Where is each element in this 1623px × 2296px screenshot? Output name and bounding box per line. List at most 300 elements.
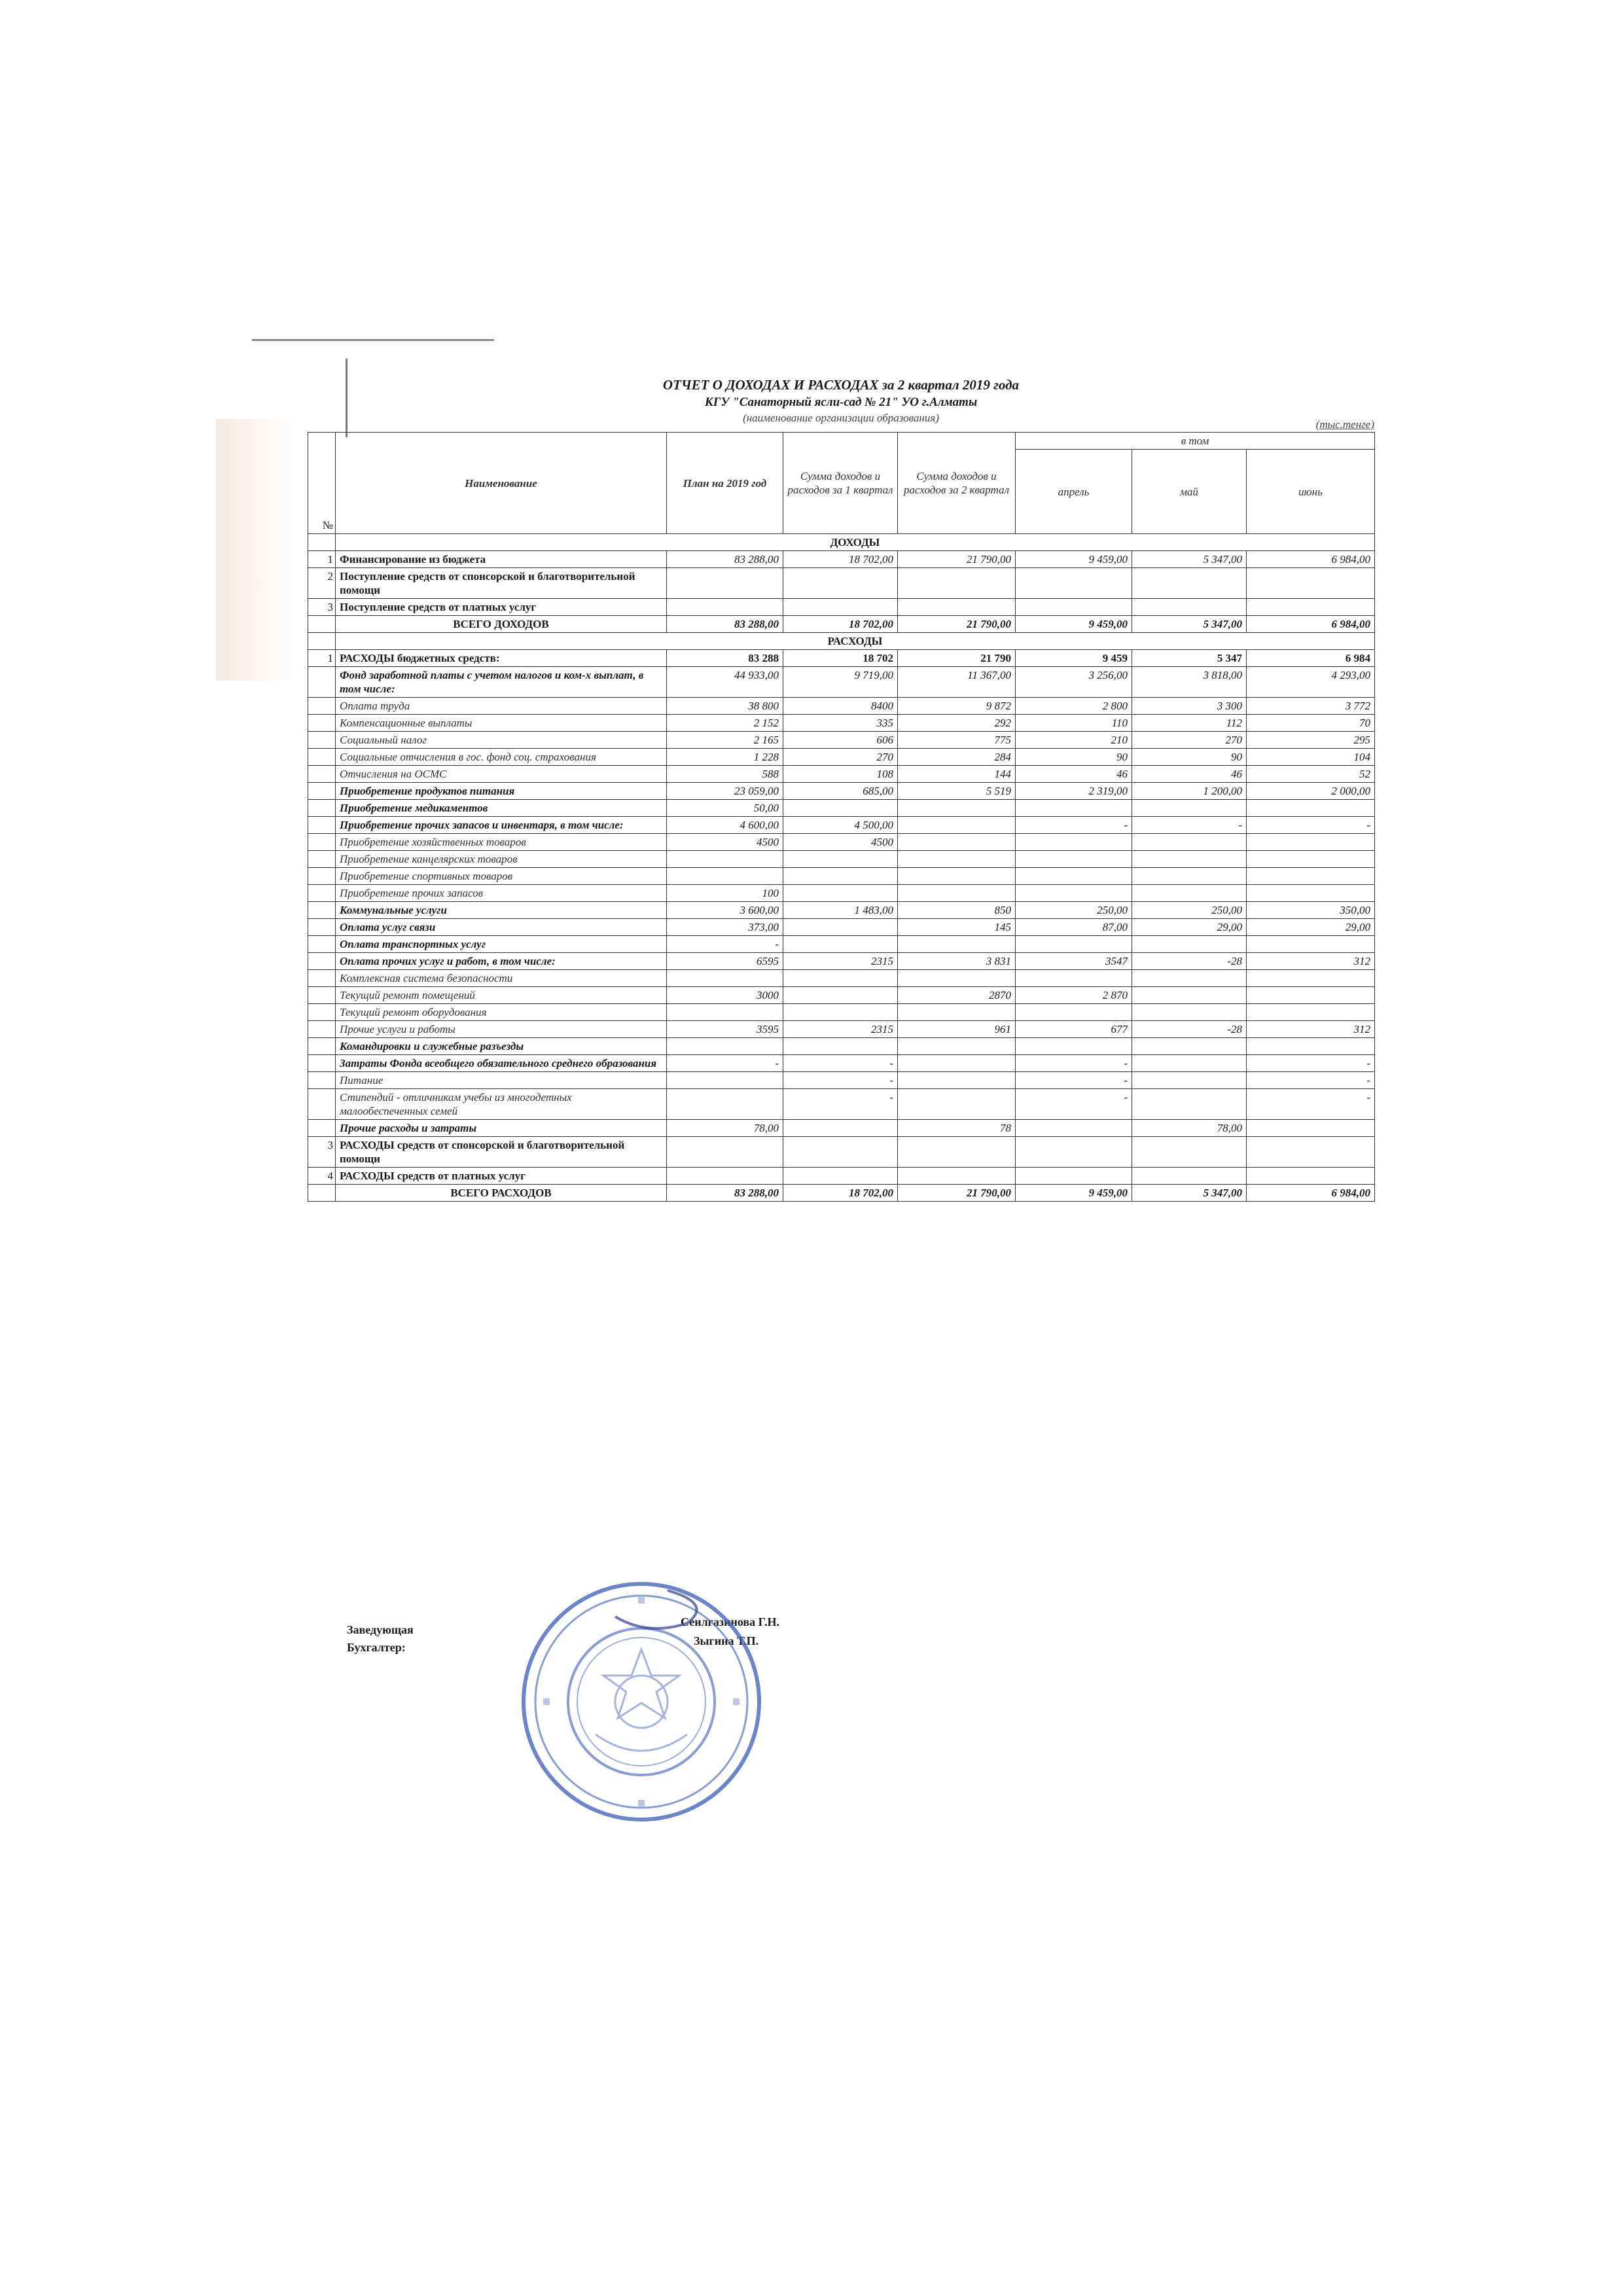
cell-q1: -: [783, 1055, 898, 1072]
cell-may: 250,00: [1132, 902, 1247, 919]
table-row: [308, 783, 1375, 800]
cell-q1: [783, 800, 898, 817]
cell-apr: [1016, 1120, 1132, 1137]
row-name: Приобретение канцелярских товаров: [336, 851, 667, 868]
cell-may: 46: [1132, 766, 1247, 783]
cell-q2: [898, 817, 1016, 834]
cell-q2: [898, 834, 1016, 851]
cell-jun: 295: [1247, 732, 1375, 749]
table-row: [308, 817, 1375, 834]
row-index: [308, 919, 336, 936]
table-row: [308, 902, 1375, 919]
cell-apr: 90: [1016, 749, 1132, 766]
cell-plan: [667, 568, 783, 599]
cell-may: 90: [1132, 749, 1247, 766]
cell-jun: 6 984,00: [1247, 551, 1375, 568]
signature-head-label: Заведующая: [347, 1623, 414, 1636]
cell-q1: -: [783, 1072, 898, 1089]
row-name: Оплата транспортных услуг: [336, 936, 667, 953]
expense-total-label: ВСЕГО РАСХОДОВ: [336, 1185, 667, 1202]
cell-q1: 8400: [783, 698, 898, 715]
cell-plan: 83 288,00: [667, 551, 783, 568]
cell-q1: -: [783, 1089, 898, 1120]
cell-q2: 5 519: [898, 783, 1016, 800]
cell-plan: -: [667, 936, 783, 953]
row-name: Приобретение спортивных товаров: [336, 868, 667, 885]
cell-apr: [1016, 1168, 1132, 1185]
row-index: [308, 1021, 336, 1038]
report-org-note: (наименование организации образования): [743, 412, 939, 424]
cell-may: [1132, 936, 1247, 953]
row-index: 4: [308, 1168, 336, 1185]
row-index: [308, 749, 336, 766]
cell-apr: -: [1016, 1055, 1132, 1072]
cell-jun: [1247, 851, 1375, 868]
cell-q2: 9 872: [898, 698, 1016, 715]
table-row: [308, 732, 1375, 749]
cell-jun: [1247, 987, 1375, 1004]
cell-q1: [783, 936, 898, 953]
cell-q2: 292: [898, 715, 1016, 732]
cell-q1: 2315: [783, 1021, 898, 1038]
cell-q1: 2315: [783, 953, 898, 970]
section-expense-row: [308, 633, 1375, 650]
cell-plan: [667, 1004, 783, 1021]
row-index: [308, 1072, 336, 1089]
expense-total-jun: 6 984,00: [1247, 1185, 1375, 1202]
table-row: [308, 919, 1375, 936]
cell-apr: 210: [1016, 732, 1132, 749]
row-name: Затраты Фонда всеобщего обязательного среднего образования: [336, 1055, 667, 1072]
cell-apr: [1016, 936, 1132, 953]
table-row: [308, 667, 1375, 698]
cell-q2: [898, 851, 1016, 868]
header-including: в том: [1016, 433, 1375, 450]
cell-jun: 2 000,00: [1247, 783, 1375, 800]
row-index: [308, 1185, 336, 1202]
row-name: Поступление средств от спонсорской и благотворительной помощи: [336, 568, 667, 599]
table-row: [308, 568, 1375, 599]
cell-apr: [1016, 868, 1132, 885]
header-june: июнь: [1247, 450, 1375, 534]
row-name: Приобретение продуктов питания: [336, 783, 667, 800]
cell-jun: [1247, 599, 1375, 616]
row-index: [308, 1089, 336, 1120]
income-total-label: ВСЕГО ДОХОДОВ: [336, 616, 667, 633]
table-row: [308, 715, 1375, 732]
report-body: [308, 534, 1375, 1202]
row-index: [308, 902, 336, 919]
cell-apr: 2 870: [1016, 987, 1132, 1004]
cell-apr: 87,00: [1016, 919, 1132, 936]
header-april: апрель: [1016, 450, 1132, 534]
row-name: Поступление средств от платных услуг: [336, 599, 667, 616]
cell-may: [1132, 1055, 1247, 1072]
cell-apr: [1016, 970, 1132, 987]
cell-q1: 1 483,00: [783, 902, 898, 919]
table-row: [308, 868, 1375, 885]
cell-apr: 677: [1016, 1021, 1132, 1038]
cell-jun: [1247, 936, 1375, 953]
row-name: Текущий ремонт помещений: [336, 987, 667, 1004]
cell-q2: [898, 1168, 1016, 1185]
report-table: [308, 432, 1375, 1202]
cell-may: 5 347,00: [1132, 551, 1247, 568]
cell-apr: [1016, 834, 1132, 851]
row-name: Прочие расходы и затраты: [336, 1120, 667, 1137]
cell-q2: 21 790: [898, 650, 1016, 667]
income-total-q2: 21 790,00: [898, 616, 1016, 633]
row-index: [308, 766, 336, 783]
cell-plan: 4 600,00: [667, 817, 783, 834]
cell-apr: [1016, 800, 1132, 817]
cell-jun: [1247, 868, 1375, 885]
cell-plan: 3000: [667, 987, 783, 1004]
income-total-row: [308, 616, 1375, 633]
cell-jun: [1247, 1038, 1375, 1055]
cell-q2: [898, 1072, 1016, 1089]
cell-apr: [1016, 1137, 1132, 1168]
cell-q2: [898, 885, 1016, 902]
cell-may: [1132, 599, 1247, 616]
row-index: [308, 885, 336, 902]
cell-q1: 18 702,00: [783, 551, 898, 568]
header-name: Наименование: [336, 433, 667, 534]
cell-may: [1132, 987, 1247, 1004]
cell-apr: -: [1016, 1072, 1132, 1089]
cell-jun: 350,00: [1247, 902, 1375, 919]
cell-q2: 21 790,00: [898, 551, 1016, 568]
cell-jun: [1247, 885, 1375, 902]
cell-q2: 850: [898, 902, 1016, 919]
cell-may: 270: [1132, 732, 1247, 749]
header-row-1: [308, 433, 1375, 450]
income-total-plan: 83 288,00: [667, 616, 783, 633]
cell-may: -28: [1132, 953, 1247, 970]
cell-q1: [783, 851, 898, 868]
row-index: [308, 1120, 336, 1137]
cell-may: [1132, 568, 1247, 599]
cell-q2: [898, 1089, 1016, 1120]
cell-plan: [667, 868, 783, 885]
table-row: [308, 650, 1375, 667]
cell-may: [1132, 868, 1247, 885]
row-name: Комплексная система безопасности: [336, 970, 667, 987]
report-title: ОТЧЕТ О ДОХОДАХ И РАСХОДАХ за 2 квартал 2019 года: [662, 377, 1020, 393]
cell-q1: 4500: [783, 834, 898, 851]
row-index: 3: [308, 599, 336, 616]
cell-plan: [667, 1089, 783, 1120]
row-name: Социальные отчисления в гос. фонд соц. страхования: [336, 749, 667, 766]
header-q1: Сумма доходов и расходов за 1 квартал: [783, 433, 898, 534]
table-row: [308, 800, 1375, 817]
cell-q2: [898, 868, 1016, 885]
cell-plan: -: [667, 1055, 783, 1072]
signature-head-name: Сеилгазинова Г.Н.: [681, 1615, 780, 1628]
income-total-jun: 6 984,00: [1247, 616, 1375, 633]
cell-plan: 83 288: [667, 650, 783, 667]
row-index: 1: [308, 551, 336, 568]
cell-q2: [898, 1137, 1016, 1168]
cell-may: -28: [1132, 1021, 1247, 1038]
table-row: [308, 885, 1375, 902]
table-row: [308, 1004, 1375, 1021]
cell-jun: [1247, 1004, 1375, 1021]
cell-plan: 373,00: [667, 919, 783, 936]
row-index: [308, 783, 336, 800]
expense-total-apr: 9 459,00: [1016, 1185, 1132, 1202]
cell-may: 29,00: [1132, 919, 1247, 936]
row-name: Отчисления на ОСМС: [336, 766, 667, 783]
scan-artifact-smudge: [216, 419, 294, 681]
cell-q2: 284: [898, 749, 1016, 766]
report-units: (тыс.тенге): [1315, 418, 1374, 431]
cell-q2: 145: [898, 919, 1016, 936]
cell-may: 1 200,00: [1132, 783, 1247, 800]
row-name: Прочие услуги и работы: [336, 1021, 667, 1038]
cell-may: [1132, 1168, 1247, 1185]
cell-q2: [898, 970, 1016, 987]
cell-plan: 78,00: [667, 1120, 783, 1137]
row-name: Финансирование из бюджета: [336, 551, 667, 568]
cell-plan: 6595: [667, 953, 783, 970]
table-row: [308, 551, 1375, 568]
table-row: [308, 970, 1375, 987]
row-index: [308, 817, 336, 834]
cell-may: [1132, 800, 1247, 817]
row-name: Стипендий - отличникам учебы из многодетных малообеспеченных семей: [336, 1089, 667, 1120]
cell-q1: [783, 1168, 898, 1185]
row-name: Коммунальные услуги: [336, 902, 667, 919]
cell-apr: 46: [1016, 766, 1132, 783]
row-index: [308, 715, 336, 732]
income-total-may: 5 347,00: [1132, 616, 1247, 633]
cell-q2: 144: [898, 766, 1016, 783]
cell-plan: [667, 1038, 783, 1055]
table-row: [308, 749, 1375, 766]
table-row: [308, 1120, 1375, 1137]
cell-may: [1132, 1072, 1247, 1089]
cell-q2: 2870: [898, 987, 1016, 1004]
cell-q1: 685,00: [783, 783, 898, 800]
section-income: ДОХОДЫ: [336, 534, 1375, 551]
cell-q2: [898, 800, 1016, 817]
row-index: [308, 698, 336, 715]
cell-may: 112: [1132, 715, 1247, 732]
cell-jun: [1247, 834, 1375, 851]
cell-plan: [667, 851, 783, 868]
row-index: [308, 800, 336, 817]
cell-apr: 2 319,00: [1016, 783, 1132, 800]
cell-q1: [783, 1137, 898, 1168]
cell-apr: [1016, 1038, 1132, 1055]
cell-plan: [667, 1137, 783, 1168]
cell-apr: 110: [1016, 715, 1132, 732]
cell-apr: [1016, 599, 1132, 616]
cell-plan: 3 600,00: [667, 902, 783, 919]
section-expense: РАСХОДЫ: [336, 633, 1375, 650]
cell-plan: 3595: [667, 1021, 783, 1038]
header-q2: Сумма доходов и расходов за 2 квартал: [898, 433, 1016, 534]
cell-jun: 52: [1247, 766, 1375, 783]
row-name: Компенсационные выплаты: [336, 715, 667, 732]
row-index: [308, 868, 336, 885]
row-name: Оплата прочих услуг и работ, в том числе:: [336, 953, 667, 970]
cell-may: [1132, 885, 1247, 902]
cell-q1: 606: [783, 732, 898, 749]
cell-jun: -: [1247, 1072, 1375, 1089]
cell-plan: 44 933,00: [667, 667, 783, 698]
table-row: [308, 1055, 1375, 1072]
cell-apr: 3547: [1016, 953, 1132, 970]
cell-plan: [667, 970, 783, 987]
cell-jun: -: [1247, 1055, 1375, 1072]
table-row: [308, 1089, 1375, 1120]
cell-jun: [1247, 800, 1375, 817]
cell-jun: 3 772: [1247, 698, 1375, 715]
row-name: Фонд заработной платы с учетом налогов и ком-х выплат, в том числе:: [336, 667, 667, 698]
row-index: 2: [308, 568, 336, 599]
cell-jun: 104: [1247, 749, 1375, 766]
cell-plan: [667, 1168, 783, 1185]
table-row: [308, 953, 1375, 970]
header-num: №: [308, 433, 336, 534]
cell-q2: [898, 1038, 1016, 1055]
row-index: [308, 936, 336, 953]
cell-apr: -: [1016, 817, 1132, 834]
cell-jun: 6 984: [1247, 650, 1375, 667]
cell-jun: 29,00: [1247, 919, 1375, 936]
row-name: Питание: [336, 1072, 667, 1089]
cell-q1: 9 719,00: [783, 667, 898, 698]
row-name: РАСХОДЫ бюджетных средств:: [336, 650, 667, 667]
cell-plan: [667, 1072, 783, 1089]
cell-q1: [783, 987, 898, 1004]
row-index: [308, 1004, 336, 1021]
cell-apr: [1016, 851, 1132, 868]
cell-may: 78,00: [1132, 1120, 1247, 1137]
income-total-q1: 18 702,00: [783, 616, 898, 633]
cell-may: -: [1132, 817, 1247, 834]
cell-q2: [898, 1055, 1016, 1072]
section-income-row: [308, 534, 1375, 551]
cell-jun: [1247, 1120, 1375, 1137]
row-name: Приобретение прочих запасов и инвентаря, в том числе:: [336, 817, 667, 834]
row-index: [308, 732, 336, 749]
row-name: Приобретение медикаментов: [336, 800, 667, 817]
cell-jun: -: [1247, 817, 1375, 834]
cell-q2: [898, 599, 1016, 616]
cell-q2: [898, 568, 1016, 599]
table-row: [308, 599, 1375, 616]
cell-q1: [783, 599, 898, 616]
expense-total-plan: 83 288,00: [667, 1185, 783, 1202]
cell-q1: [783, 919, 898, 936]
cell-may: [1132, 970, 1247, 987]
row-name: Социальный налог: [336, 732, 667, 749]
cell-q2: 961: [898, 1021, 1016, 1038]
official-seal-stamp: [517, 1577, 766, 1826]
cell-q2: [898, 1004, 1016, 1021]
cell-plan: 2 165: [667, 732, 783, 749]
cell-q1: [783, 1004, 898, 1021]
row-name: Оплата услуг связи: [336, 919, 667, 936]
income-total-apr: 9 459,00: [1016, 616, 1132, 633]
signature-accountant-label: Бухгалтер:: [347, 1641, 406, 1654]
expense-total-q2: 21 790,00: [898, 1185, 1016, 1202]
table-row: [308, 1168, 1375, 1185]
row-index: [308, 851, 336, 868]
report-organization: КГУ "Санаторный ясли-сад № 21" УО г.Алматы: [704, 395, 978, 409]
cell-apr: [1016, 885, 1132, 902]
cell-plan: 100: [667, 885, 783, 902]
signature-accountant-name: Зыгина Т.П.: [694, 1634, 759, 1647]
report-document: [308, 376, 1374, 1654]
cell-jun: [1247, 568, 1375, 599]
cell-plan: 1 228: [667, 749, 783, 766]
cell-plan: 50,00: [667, 800, 783, 817]
table-row: [308, 936, 1375, 953]
cell-may: 3 818,00: [1132, 667, 1247, 698]
row-index: [308, 1038, 336, 1055]
cell-may: [1132, 1137, 1247, 1168]
cell-q2: [898, 936, 1016, 953]
cell-q1: 18 702: [783, 650, 898, 667]
row-index: [308, 633, 336, 650]
row-name: Текущий ремонт оборудования: [336, 1004, 667, 1021]
table-row: [308, 1137, 1375, 1168]
cell-apr: 9 459,00: [1016, 551, 1132, 568]
row-index: [308, 987, 336, 1004]
cell-apr: [1016, 1004, 1132, 1021]
row-index: [308, 667, 336, 698]
header-plan: План на 2019 год: [667, 433, 783, 534]
cell-apr: 3 256,00: [1016, 667, 1132, 698]
cell-jun: 4 293,00: [1247, 667, 1375, 698]
row-name: РАСХОДЫ средств от платных услуг: [336, 1168, 667, 1185]
cell-may: [1132, 1089, 1247, 1120]
cell-plan: 23 059,00: [667, 783, 783, 800]
scan-artifact-line: [252, 339, 494, 341]
cell-jun: [1247, 1168, 1375, 1185]
cell-jun: [1247, 970, 1375, 987]
row-name: Приобретение хозяйственных товаров: [336, 834, 667, 851]
table-row: [308, 851, 1375, 868]
cell-q1: [783, 1120, 898, 1137]
row-name: Оплата труда: [336, 698, 667, 715]
table-row: [308, 1038, 1375, 1055]
cell-plan: [667, 599, 783, 616]
cell-q1: 108: [783, 766, 898, 783]
table-row: [308, 834, 1375, 851]
row-index: [308, 616, 336, 633]
cell-may: [1132, 851, 1247, 868]
table-row: [308, 1072, 1375, 1089]
cell-q1: [783, 568, 898, 599]
cell-apr: 2 800: [1016, 698, 1132, 715]
cell-jun: 70: [1247, 715, 1375, 732]
cell-q2: 11 367,00: [898, 667, 1016, 698]
cell-may: [1132, 834, 1247, 851]
cell-may: [1132, 1004, 1247, 1021]
cell-q1: 270: [783, 749, 898, 766]
cell-apr: -: [1016, 1089, 1132, 1120]
cell-q2: 78: [898, 1120, 1016, 1137]
cell-plan: 588: [667, 766, 783, 783]
cell-q1: [783, 970, 898, 987]
expense-total-q1: 18 702,00: [783, 1185, 898, 1202]
cell-q1: [783, 868, 898, 885]
